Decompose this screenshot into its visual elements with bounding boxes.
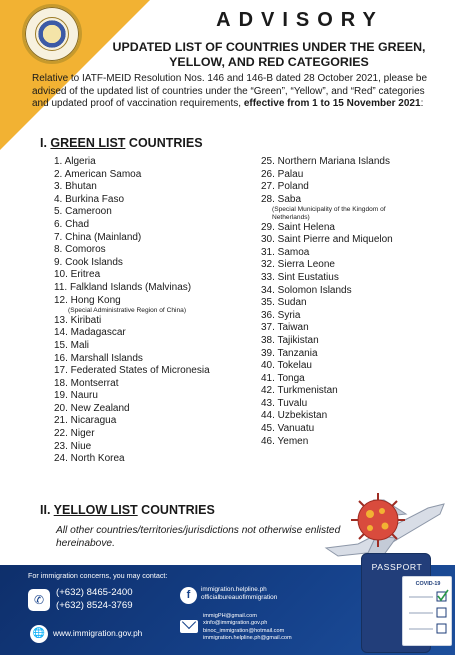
country-list-item — [261, 348, 416, 361]
covid-card-illustration — [402, 576, 452, 646]
country-name: 31. Samoa — [261, 246, 310, 258]
country-list-item — [261, 360, 416, 373]
mail-icon — [180, 620, 198, 633]
country-name: 39. Tanzania — [261, 347, 318, 359]
page-subtitle — [88, 40, 450, 70]
country-list-item — [261, 222, 416, 235]
facebook-icon: f — [180, 587, 197, 604]
country-name: 22. Niger — [54, 428, 95, 440]
intro-paragraph — [32, 73, 442, 111]
country-list-item — [54, 169, 229, 182]
country-list-item — [261, 322, 416, 335]
country-list-item — [261, 194, 416, 222]
phone-number-2[interactable]: (+632) 8524-3769 — [56, 599, 133, 611]
country-name: 5. Cameroon — [54, 206, 112, 218]
country-list-item — [261, 410, 416, 423]
country-name: 4. Burkina Faso — [54, 193, 125, 205]
country-list-item — [261, 272, 416, 285]
yellow-list-note: All other countries/territories/jurisdictions not otherwise enlisted hereinabove. — [56, 525, 341, 549]
country-list-item — [261, 373, 416, 386]
phone-number-1[interactable]: (+632) 8465-2400 — [56, 587, 133, 598]
country-list-item — [54, 257, 229, 270]
footer-heading: For immigration concerns, you may contact: — [28, 571, 168, 580]
country-list-item — [54, 378, 229, 391]
country-name: 26. Palau — [261, 168, 304, 180]
country-name: 7. China (Mainland) — [54, 231, 142, 243]
country-name: 17. Federated States of Micronesia — [54, 365, 210, 377]
country-name: 44. Uzbekistan — [261, 410, 328, 422]
country-list-item — [54, 441, 229, 454]
country-list-item — [54, 403, 229, 416]
facebook-page-2[interactable]: officialbureauofimmigration — [201, 594, 278, 601]
country-list-item — [261, 335, 416, 348]
email-3[interactable]: binoc_immigration@hotmail.com — [203, 627, 285, 634]
country-name: 42. Turkmenistan — [261, 385, 338, 397]
yellow-list-heading — [40, 503, 215, 517]
country-name: 25. Northern Mariana Islands — [261, 156, 390, 167]
checklist-icon — [403, 577, 453, 647]
intro-effective-date: effective from 1 to 15 November 2021 — [243, 98, 421, 110]
email-1[interactable]: immigPH@gmail.com — [203, 613, 257, 619]
country-list-item — [261, 181, 416, 194]
country-list-item — [261, 310, 416, 323]
country-list-item — [261, 156, 416, 169]
country-list-item — [261, 436, 416, 449]
country-name: 34. Solomon Islands — [261, 284, 352, 296]
country-note: (Special Municipality of the Kingdom of Netherlands) — [272, 206, 386, 221]
country-name: 9. Cook Islands — [54, 256, 123, 268]
facebook-pages — [201, 586, 277, 602]
country-name: 33. Sint Eustatius — [261, 271, 339, 283]
facebook-page-1[interactable]: immigration.helpline.ph — [201, 586, 267, 593]
yellow-prefix: II. — [40, 503, 54, 517]
country-name: 16. Marshall Islands — [54, 352, 143, 364]
covid-card-title: COVID-19 — [415, 581, 441, 587]
seal-icon — [22, 4, 82, 64]
intro-colon: : — [420, 98, 424, 110]
country-name: 27. Poland — [261, 181, 309, 193]
country-name: 23. Niue — [54, 440, 92, 452]
country-name: 40. Tokelau — [261, 360, 312, 372]
country-name: 24. North Korea — [54, 453, 125, 465]
green-prefix: I. — [40, 136, 51, 150]
country-list-item — [54, 353, 229, 366]
country-name: 3. Bhutan — [54, 181, 97, 193]
country-name: 46. Yemen — [261, 435, 309, 447]
country-name: 19. Nauru — [54, 390, 98, 402]
country-list-item — [54, 194, 229, 207]
country-name: 1. Algeria — [54, 156, 96, 167]
country-list-item — [261, 297, 416, 310]
country-note: (Special Administrative Region of China) — [68, 307, 187, 315]
country-name: 2. American Samoa — [54, 168, 142, 180]
subtitle-line-2: YELLOW, AND RED CATEGORIES — [169, 55, 369, 69]
page-title: ADVISORY — [216, 9, 384, 31]
country-list-item — [54, 282, 229, 295]
country-list-item — [54, 315, 229, 328]
country-name: 41. Tonga — [261, 372, 305, 384]
country-list-item — [54, 428, 229, 441]
country-list-item — [54, 340, 229, 353]
country-list-item — [261, 385, 416, 398]
country-list-item — [54, 390, 229, 403]
country-list-item — [261, 169, 416, 182]
green-title-underlined: GREEN LIST — [50, 136, 126, 150]
country-name: 32. Sierra Leone — [261, 259, 335, 271]
country-name: 37. Taiwan — [261, 322, 309, 334]
country-name: 11. Falkland Islands (Malvinas) — [54, 281, 192, 293]
country-list-item — [261, 285, 416, 298]
email-2[interactable]: xinfo@immigration.gov.ph — [203, 620, 268, 627]
country-name: 20. New Zealand — [54, 402, 130, 414]
green-list-right-column — [261, 156, 416, 448]
country-name: 8. Comoros — [54, 244, 106, 256]
country-list-item — [261, 247, 416, 260]
country-name: 43. Tuvalu — [261, 397, 308, 409]
country-list-item — [54, 295, 229, 315]
country-list-item — [54, 269, 229, 282]
country-list-item — [54, 181, 229, 194]
green-list-left-column — [54, 156, 229, 466]
email-4[interactable]: immigration.helpline.ph@gmail.com — [203, 635, 292, 642]
country-list-item — [54, 365, 229, 378]
country-name: 36. Syria — [261, 309, 301, 321]
country-list-item — [54, 244, 229, 257]
country-list-item — [54, 415, 229, 428]
country-list-item — [261, 259, 416, 272]
country-name: 38. Tajikistan — [261, 334, 319, 346]
country-list-item — [261, 398, 416, 411]
country-name: 13. Kiribati — [54, 314, 102, 326]
country-name: 14. Madagascar — [54, 327, 126, 339]
yellow-title-underlined: YELLOW LIST — [53, 503, 138, 517]
country-list-item — [54, 206, 229, 219]
virus-icon — [351, 493, 405, 547]
green-list-heading — [40, 136, 203, 150]
country-list-item — [54, 453, 229, 466]
subtitle-line-1: UPDATED LIST OF COUNTRIES UNDER THE GREEN, — [112, 40, 426, 54]
intro-text: Relative to IATF-MEID Resolution Nos. 146 and 146-B dated 28 October 2021, please be advised of the updated list of countries under the “Green”, “Yellow”, and “Red” categories and updated proof of vaccination requirements, — [32, 73, 428, 110]
country-list-item — [54, 232, 229, 245]
country-name: 10. Eritrea — [54, 269, 101, 281]
passport-label: PASSPORT — [371, 562, 423, 572]
country-name: 45. Vanuatu — [261, 423, 315, 435]
country-name: 12. Hong Kong — [54, 294, 121, 306]
country-name: 28. Saba — [261, 193, 302, 205]
country-name: 29. Saint Helena — [261, 221, 335, 233]
phone-numbers — [56, 587, 133, 612]
country-name: 18. Montserrat — [54, 377, 119, 389]
yellow-title-rest: COUNTRIES — [137, 503, 215, 517]
website-link[interactable]: www.immigration.gov.ph — [53, 628, 143, 638]
country-name: 6. Chad — [54, 218, 90, 230]
country-list-item — [54, 156, 229, 169]
country-name: 30. Saint Pierre and Miquelon — [261, 234, 393, 246]
country-list-item — [261, 234, 416, 247]
phone-icon: ✆ — [28, 589, 50, 611]
seal-center — [35, 17, 69, 51]
country-name: 21. Nicaragua — [54, 415, 117, 427]
country-name: 35. Sudan — [261, 297, 307, 309]
country-list-item — [54, 219, 229, 232]
country-list-item — [261, 423, 416, 436]
globe-icon: 🌐 — [30, 625, 48, 643]
email-addresses — [203, 613, 292, 643]
country-name: 15. Mali — [54, 339, 90, 351]
green-title-rest: COUNTRIES — [125, 136, 203, 150]
country-list-item — [54, 327, 229, 340]
